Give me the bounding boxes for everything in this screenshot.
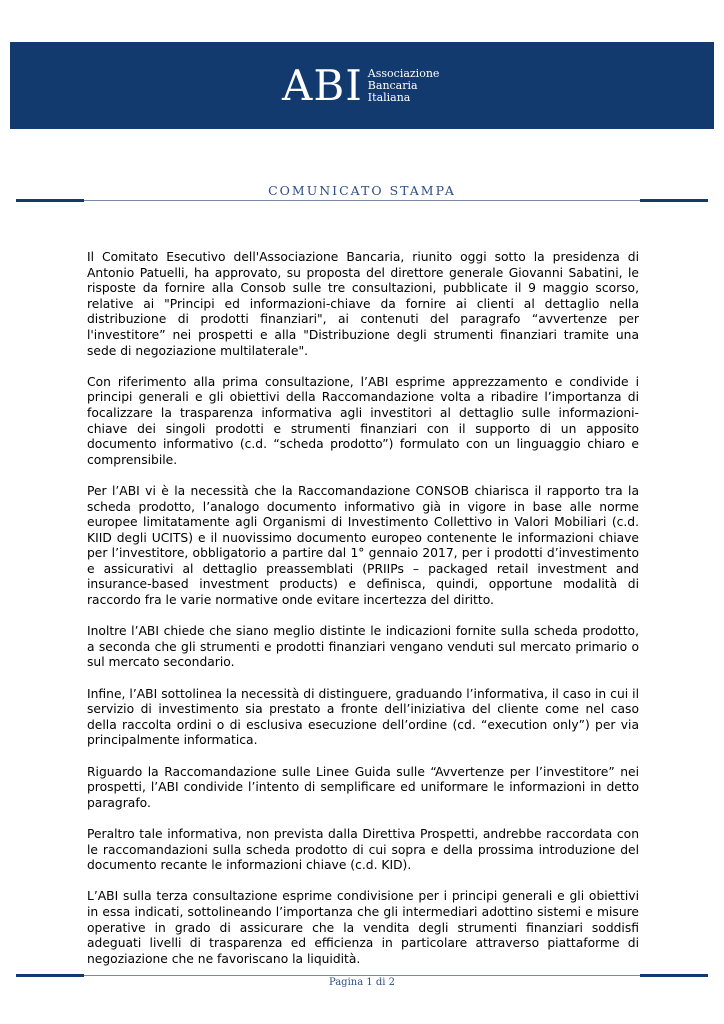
body-paragraph: Con riferimento alla prima consultazione, l’ABI esprime apprezzamento e condivide i principi generali e gli obiettivi della Raccomandazione volta a ribadire l’importanza di focalizzare la trasparenza informativa agli investitori al dettaglio sulle informazioni-chiave dei singoli prodotti e strumenti finanziari con il supporto di un apposito documento informativo (c.d. “scheda prodotto”) formulato con un linguaggio chiaro e comprensibile.: [87, 374, 639, 467]
body-paragraph: Riguardo la Raccomandazione sulle Linee Guida sulle “Avvertenze per l’investitore” nei prospetti, l’ABI condivide l’intento di semplificare ed uniformare le informazioni in detto paragrafo.: [87, 764, 639, 810]
body-paragraph: L’ABI sulla terza consultazione esprime condivisione per i principi generali e gli obiettivi in essa indicati, sottolineando l’importanza che gli intermediari adottino sistemi e misure operative in grado di assicurare che la vendita degli strumenti finanziari soddisfi adeguati livelli di trasparenza ed efficienza in particolare attraverso piattaforme di negoziazione che ne favoriscano la liquidità.: [87, 889, 639, 966]
press-release-body: [87, 250, 639, 983]
document-title: COMUNICATO STAMPA: [268, 183, 456, 198]
header-rule-accent-left: [16, 199, 84, 202]
logo-line: Italiana: [367, 91, 411, 104]
abi-logo: [282, 61, 440, 110]
page-number: Pagina 1 di 2: [328, 977, 396, 988]
header-rule: [16, 200, 708, 201]
body-paragraph: Inoltre l’ABI chiede che siano meglio distinte le indicazioni fornite sulla scheda prodotto, a seconda che gli strumenti e prodotti finanziari vengano venduti sul mercato primario o sul mercato secondario.: [87, 624, 639, 670]
logo-wordmark: [368, 68, 440, 104]
body-paragraph: Infine, l’ABI sottolinea la necessità di distinguere, graduando l’informativa, il caso in cui il servizio di investimento sia prestato a fronte dell’iniziativa del cliente come nel caso della raccolta ordini o di esclusiva esecuzione dell’ordine (cd. “execution only”) per via principalmente informatica.: [87, 686, 639, 748]
header-rule-accent-right: [640, 199, 708, 202]
logo-line: Bancaria: [367, 79, 418, 92]
logo-mark: ABI: [282, 61, 363, 110]
body-paragraph: Peraltro tale informativa, non prevista dalla Direttiva Prospetti, andrebbe raccordata con le raccomandazioni sulla scheda prodotto di cui sopra e della prossima introduzione del documento recante le informazioni chiave (c.d. KID).: [87, 826, 639, 873]
body-paragraph: Per l’ABI vi è la necessità che la Raccomandazione CONSOB chiarisca il rapporto tra la scheda prodotto, l’analogo documento informativo già in vigore in base alle norme europee limitatamente agli Organismi di Investimento Collettivo in Valori Mobiliari (c.d. KIID degli UCITS) e il nuovissimo documento europeo contenente le informazioni chiave per l’investitore, obbligatorio a partire dal 1° gennaio 2017, per i prodotti d’investimento e assicurativi al dettaglio preassemblati (PRIIPs – packaged retail investment and insurance-based investment products) e definisca, quindi, opportune modalità di raccordo fra le varie normative onde evitare incertezza del diritto.: [87, 483, 639, 608]
body-paragraph: Il Comitato Esecutivo dell'Associazione Bancaria, riunito oggi sotto la presidenza di Antonio Patuelli, ha approvato, su proposta del direttore generale Giovanni Sabatini, le risposte da fornire alla Consob sulle tre consultazioni, pubblicate il 9 maggio scorso, relative ai "Principi ed informazioni-chiave da fornire ai clienti al dettaglio nella distribuzione di prodotti finanziari", ai contenuti del paragrafo “avvertenze per l'investitore” nei prospetti e alla "Distribuzione degli strumenti finanziari tramite una sede di negoziazione multilaterale".: [87, 250, 639, 358]
footer-rule: [16, 975, 708, 976]
logo-line: Associazione: [367, 67, 440, 80]
